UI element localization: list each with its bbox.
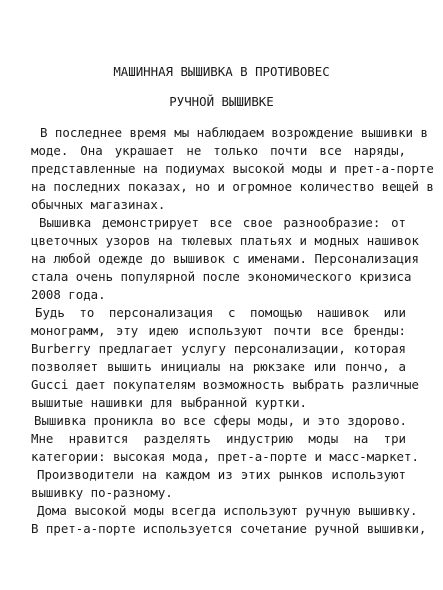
text-line: категории: высокая мода, прет-а-порте и масс-маркет. — [31, 449, 419, 464]
text-line: вышивку по-разному. — [31, 485, 173, 500]
text-line: обычных магазинах. — [31, 197, 166, 212]
text-line: цветочных узоров на тюлевых платьях и модных нашивок — [31, 233, 419, 248]
text-line: на последних показах, но и огромное количество вещей в — [31, 179, 434, 194]
text-line: Дома высокой моды всегда используют ручную вышивку. — [37, 503, 418, 518]
text-line: Вышивка проникла во все сферы моды, и это здорово. — [34, 413, 407, 428]
text-line: В последнее время мы наблюдаем возрождение вышивки в — [40, 125, 428, 140]
text-line: монограмм, эту идею используют почти все бренды: — [31, 323, 406, 338]
document-title-line-2: РУЧНОЙ ВЫШИВКЕ — [169, 94, 274, 109]
text-line: 2008 года. — [31, 287, 106, 302]
document-title-line-1: МАШИННАЯ ВЫШИВКА В ПРОТИВОВЕС — [113, 64, 330, 79]
text-line: на любой одежде до вышивок с именами. Персонализация — [31, 251, 419, 266]
text-line: Мне нравится разделять индустрию моды на три — [31, 431, 406, 446]
text-line: позволяет вышить инициалы на рюкзаке или пончо, а — [31, 359, 406, 374]
text-line: моде. Она украшает не только почти все наряды, — [31, 143, 406, 158]
text-line: вышитые нашивки для выбранной куртки. — [31, 395, 308, 410]
text-line: Производители на каждом из этих рынков используют — [37, 467, 406, 482]
text-line: стала очень популярной после экономического кризиса — [31, 269, 412, 284]
text-line: Burberry предлагает услугу персонализации, которая — [31, 341, 406, 356]
text-line: Вышивка демонстрирует все свое разнообразие: от — [39, 215, 406, 230]
text-line: В прет-а-порте используется сочетание ручной вышивки, — [31, 521, 427, 536]
text-line: Будь то персонализация с помощью нашивок или — [35, 305, 406, 320]
text-line: представленные на подиумах высокой моды и прет-а-порте — [31, 161, 434, 176]
text-line: Gucci дает покупателям возможность выбрать различные — [31, 377, 419, 392]
